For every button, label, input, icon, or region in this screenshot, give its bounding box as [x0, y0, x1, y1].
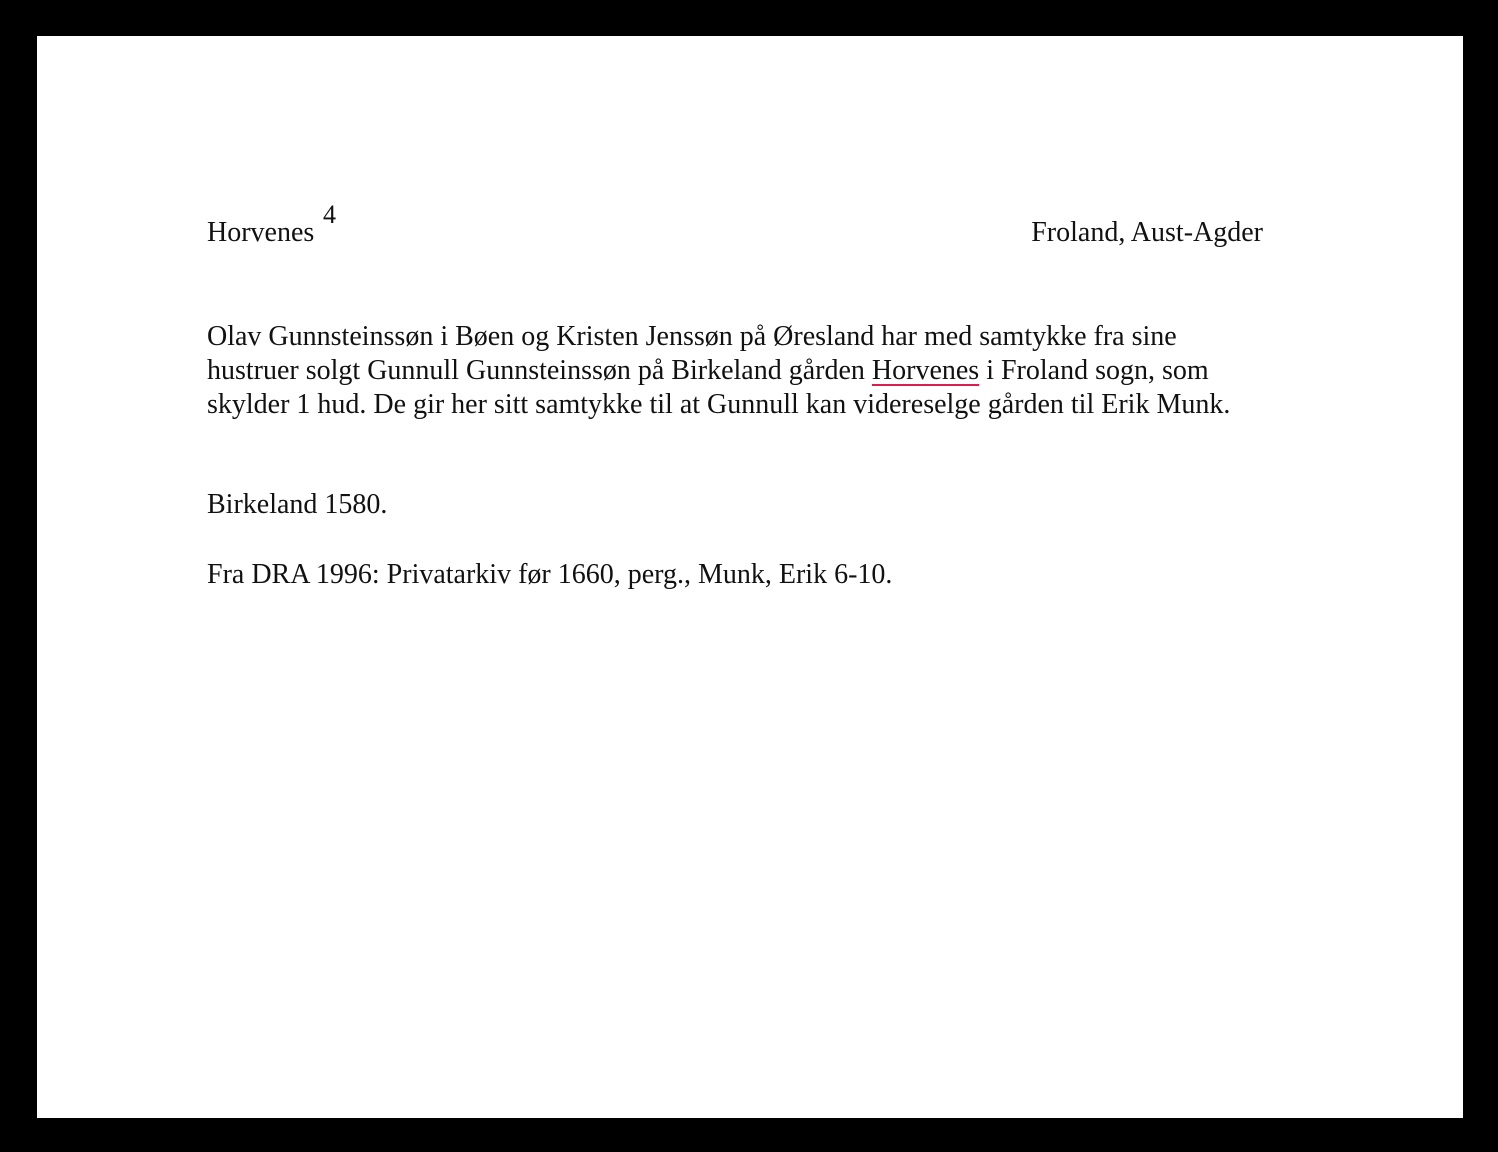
document-card: [37, 36, 1463, 1118]
body-line-1: Olav Gunnsteinssøn i Bøen og Kristen Jenssøn på Øresland har med samtykke fra sine: [207, 321, 1177, 352]
source-reference: Fra DRA 1996: Privatarkiv før 1660, perg., Munk, Erik 6-10.: [207, 559, 893, 590]
document-body: [207, 320, 1230, 422]
document-location: Froland, Aust-Agder: [1031, 217, 1263, 248]
body-line-2-after: i Froland sogn, som: [979, 355, 1209, 386]
title-number: 4: [323, 200, 336, 229]
body-line-2-before: hustruer solgt Gunnull Gunnsteinssøn på Birkeland gården: [207, 355, 872, 386]
title-text: Horvenes: [207, 217, 315, 248]
highlighted-place-name: Horvenes: [871, 355, 980, 386]
body-line-3: skylder 1 hud. De gir her sitt samtykke til at Gunnull kan videreselge gården til Erik Munk.: [207, 389, 1231, 420]
document-title: [207, 200, 336, 250]
place-date: Birkeland 1580.: [207, 489, 388, 520]
body-line-2: [207, 354, 1230, 388]
